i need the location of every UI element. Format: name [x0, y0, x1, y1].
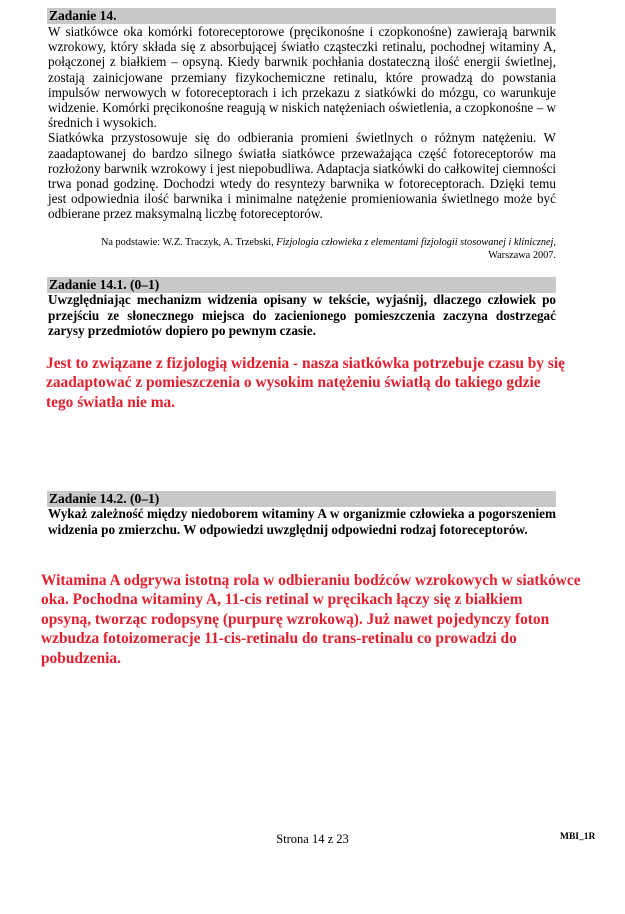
task-14-paragraph-2: Siatkówka przystosowuje się do odbierania promieni świetlnych o różnym natężeniu. W zaadaptowanej do bardzo silnego światła siatkówce przeważająca część fotoreceptorów ma rozłożony barwnik wzrokowy i jest niepobudliwa. Adaptacja siatkówki do całkowitej ciemności trwa ponad godzinę. Dochodzi wtedy do resyntezy barwnika w fotoreceptorach. Dzięki temu jest odpowiednia ilość barwnika i minimalne natężenie promieniowania świetlnego może być odbierane przez maksymalną liczbę fotoreceptorów. — [48, 130, 556, 222]
task-14-title: Zadanie 14. — [49, 8, 117, 23]
source-line-1: Na podstawie: W.Z. Traczyk, A. Trzebski, Fizjologia człowieka z elementami fizjologii stosowanej i klinicznej, — [100, 237, 556, 248]
answer-line: Jest to związane z fizjologią widzenia - nasza siatkówka potrzebuje czasu by się — [46, 355, 565, 372]
task-14-1-answer — [46, 354, 606, 412]
answer-line: Witamina A odgrywa istotną rola w odbieraniu bodźców wzrokowych w siatkówce — [41, 572, 581, 589]
answer-line: zaadaptować z pomieszczenia o wysokim natężeniu światłą do takiego gdzie — [46, 374, 541, 392]
task-14-paragraph-1: W siatkówce oka komórki fotoreceptorowe (pręcikonośne i czopkonośne) zawierają barwnik wzrokowy, który składa się z absorbującej światło cząsteczki retinalu, pochodnej witaminy A, połączonej z białkiem – opsyną. Kiedy barwnik pochłania dostateczną ilość energii świetlnej, zostają zainicjowane przemiany fizykochemiczne retinalu, które prowadzą do powstania impulsów nerwowych w fotoreceptorach i ich przekazu z siatkówki do mózgu, co warunkuje widzenie. Komórki pręcikonośne reagują w niskich natężeniach oświetlenia, a czopkonośne – w średnich i wysokich. — [48, 24, 556, 131]
task-14-text — [48, 24, 556, 222]
source-line-2: Warszawa 2007. — [488, 250, 556, 261]
task-14-1-question: Uwzględniając mechanizm widzenia opisany w tekście, wyjaśnij, dlaczego człowiek po przejściu ze słonecznego miejsca do zacienionego pomieszczenia zaczyna dostrzegać zarysy przedmiotów dopiero po pewnym czasie. — [48, 292, 556, 339]
task-14-2-question: Wykaż zależność między niedoborem witaminy A w organizmie człowieka a pogorszeniem widzenia po zmierzchu. W odpowiedzi uwzględnij odpowiedni rodzaj fotoreceptorów. — [48, 506, 556, 537]
exam-code: MBI_1R — [560, 832, 596, 842]
answer-line: wzbudza fotoizomeracje 11-cis-retinalu do trans-retinalu co prowadzi do — [41, 630, 517, 648]
answer-line: opsyną, tworząc rodopsynę (purpurę wzrokową). Już nawet pojedynczy foton — [41, 610, 550, 628]
page-number: Strona 14 z 23 — [276, 832, 349, 846]
task-14-2-answer — [41, 571, 611, 668]
task-14-header — [47, 8, 556, 24]
source-book-title: Fizjologia człowieka z elementami fizjologii stosowanej i klinicznej — [276, 237, 554, 248]
source-citation — [48, 236, 556, 262]
answer-line: oka. Pochodna witaminy A, 11-cis retinal w pręcikach łączy się z białkiem — [41, 591, 523, 609]
task-14-1-header — [47, 277, 556, 293]
answer-line: tego światła nie ma. — [46, 393, 176, 411]
task-14-2-header — [47, 491, 556, 507]
answer-line: pobudzenia. — [41, 649, 121, 667]
task-14-2-title: Zadanie 14.2. (0–1) — [49, 491, 160, 506]
task-14-1-title: Zadanie 14.1. (0–1) — [49, 277, 160, 292]
